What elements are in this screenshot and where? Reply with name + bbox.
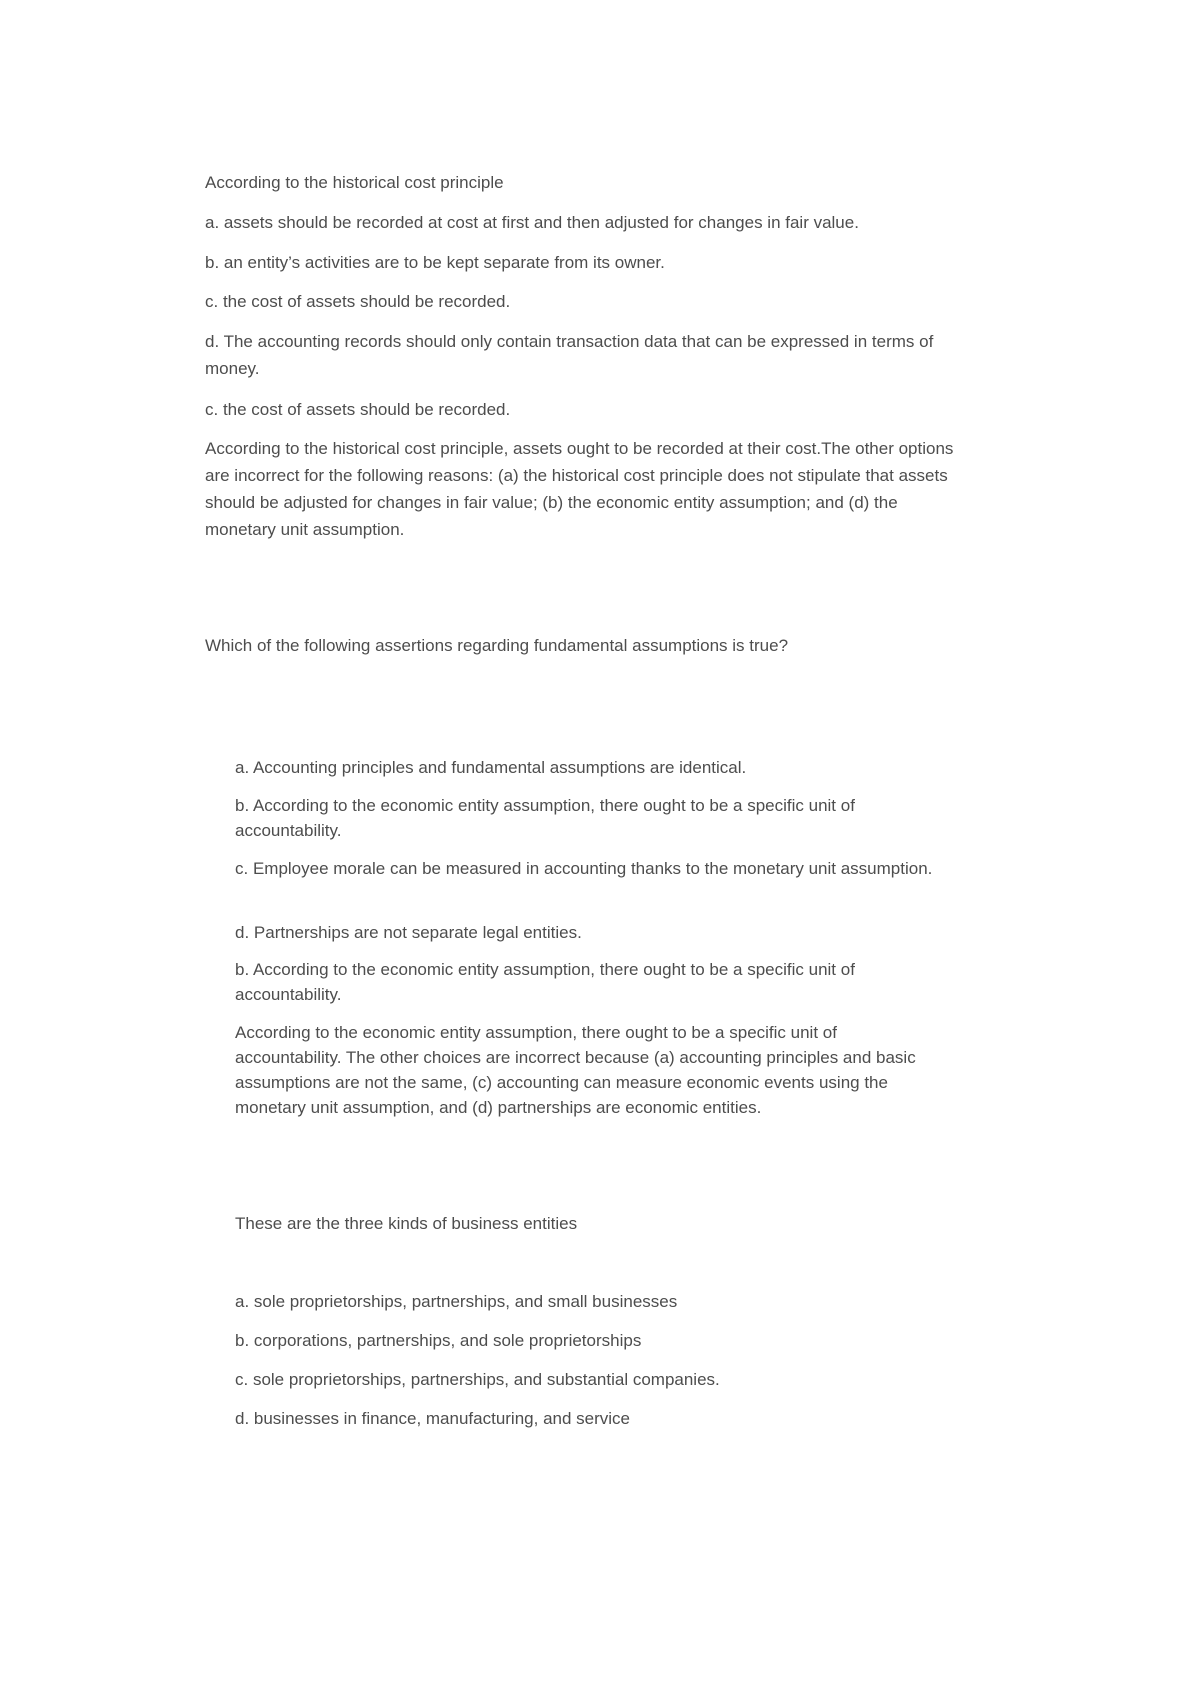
question-3-option-b: b. corporations, partnerships, and sole proprietorships (235, 1331, 642, 1350)
question-1-option-c: c. the cost of assets should be recorded. (205, 292, 511, 311)
question-2-option-a: a. Accounting principles and fundamental assumptions are identical. (235, 758, 747, 777)
question-1-option-d: d. The accounting records should only contain transaction data that can be expressed in terms of money. (205, 332, 934, 378)
question-3-option-a: a. sole proprietorships, partnerships, and small businesses (235, 1292, 678, 1311)
question-3-option-c: c. sole proprietorships, partnerships, and substantial companies. (235, 1370, 720, 1389)
question-2-option-b: b. According to the economic entity assumption, there ought to be a specific unit of accountability. (235, 796, 855, 840)
question-1-option-a: a. assets should be recorded at cost at first and then adjusted for changes in fair value. (205, 213, 859, 232)
question-2-stem: Which of the following assertions regarding fundamental assumptions is true? (205, 636, 789, 655)
question-2-explanation: According to the economic entity assumption, there ought to be a specific unit of accountability. The other choices are incorrect because (a) accounting principles and basic assumptions are not the same, (c) accounting can measure economic events using the monetary unit assumption, and (d) partnerships are economic entities. (235, 1023, 916, 1117)
question-1-stem: According to the historical cost principle (205, 173, 504, 192)
question-1-explanation: According to the historical cost principle, assets ought to be recorded at their cost.The other options are incorrect for the following reasons: (a) the historical cost principle does not stipulate that assets should be adjusted for changes in fair value; (b) the economic entity assumption; and (d) the monetary unit assumption. (205, 439, 954, 539)
question-2-answer: b. According to the economic entity assumption, there ought to be a specific unit of accountability. (235, 960, 855, 1004)
question-1-answer: c. the cost of assets should be recorded. (205, 400, 511, 419)
question-3-stem: These are the three kinds of business entities (235, 1214, 578, 1233)
question-1-option-b: b. an entity’s activities are to be kept separate from its owner. (205, 253, 665, 272)
question-2-option-c: c. Employee morale can be measured in accounting thanks to the monetary unit assumption. (235, 859, 933, 878)
question-2-option-d: d. Partnerships are not separate legal entities. (235, 923, 582, 942)
question-3-option-d: d. businesses in finance, manufacturing, and service (235, 1409, 631, 1428)
